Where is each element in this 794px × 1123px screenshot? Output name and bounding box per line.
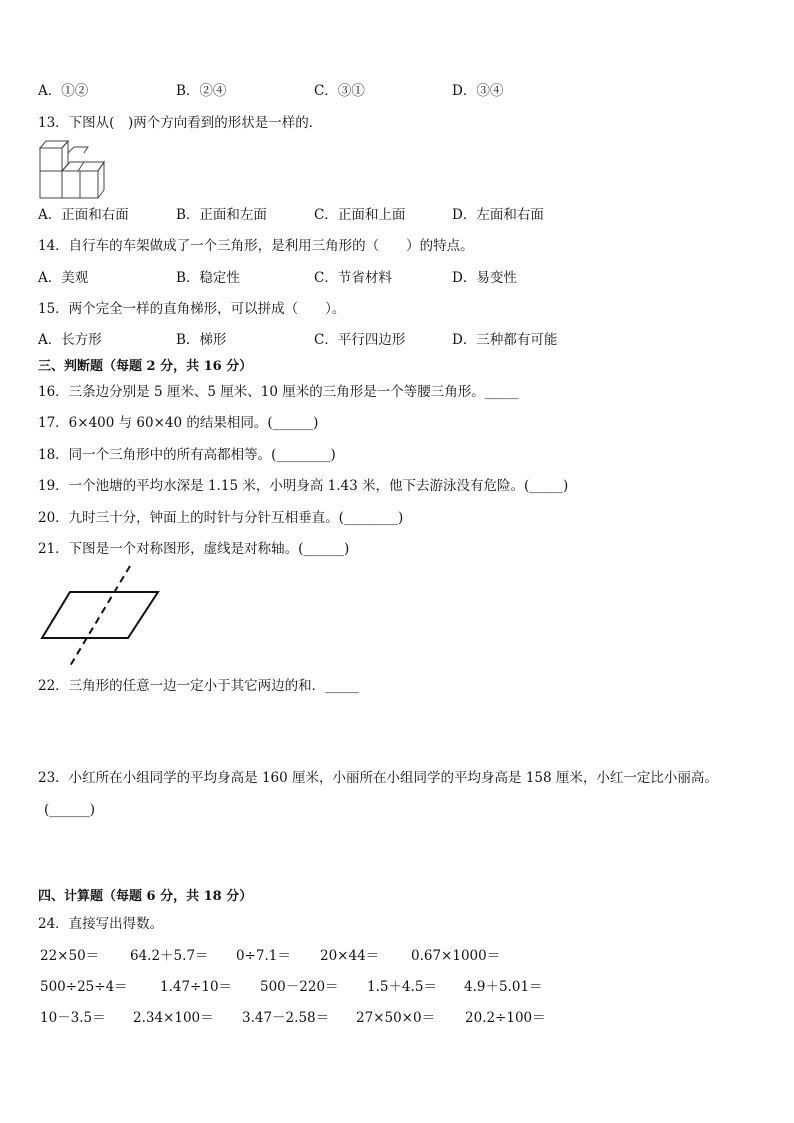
q12-option-b: B．②④ <box>176 83 227 99</box>
parallelogram-dashed-axis-figure <box>36 562 166 670</box>
calc-item: 3.47－2.58＝ <box>242 1010 330 1026</box>
section-4-title: 四、计算题（每题 6 分，共 18 分） <box>38 889 253 904</box>
calc-item: 0÷7.1＝ <box>236 948 291 964</box>
section-3-title: 三、判断题（每题 2 分，共 16 分） <box>38 359 253 374</box>
q13-option-c: C．正面和上面 <box>314 207 406 223</box>
q13-option-d: D．左面和右面 <box>452 207 544 223</box>
q12-option-c: C．③① <box>314 83 365 99</box>
q20-text: 20．九时三十分，钟面上的时针与分针互相垂直。(________) <box>38 510 404 526</box>
q15-option-a: A．长方形 <box>38 332 102 348</box>
q19-text: 19．一个池塘的平均水深是 1.15 米，小明身高 1.43 米，他下去游泳没有危险。(_____) <box>38 478 569 494</box>
cube-stack-figure <box>36 138 110 202</box>
q14-option-b: B．稳定性 <box>176 270 240 286</box>
calc-item: 20×44＝ <box>320 948 380 964</box>
q23-line2: (______) <box>44 802 96 818</box>
q15-option-b: B．梯形 <box>176 332 227 348</box>
q16-text: 16．三条边分别是 5 厘米、5 厘米、10 厘米的三角形是一个等腰三角形。_____ <box>38 384 519 400</box>
q23-line1: 23．小红所在小组同学的平均身高是 160 厘米，小丽所在小组同学的平均身高是 158 厘米，小红一定比小丽高。 <box>38 770 718 786</box>
calc-item: 10－3.5＝ <box>40 1010 106 1026</box>
calc-item: 500－220＝ <box>260 979 339 995</box>
calc-item: 27×50×0＝ <box>356 1010 436 1026</box>
q17-text: 17．6×400 与 60×40 的结果相同。(______) <box>38 415 319 431</box>
q14-stem: 14．自行车的车架做成了一个三角形，是利用三角形的（ ）的特点。 <box>38 238 474 254</box>
q14-option-d: D．易变性 <box>452 270 517 286</box>
q13-stem: 13．下图从( )两个方向看到的形状是一样的． <box>38 115 323 131</box>
q13-option-a: A．正面和右面 <box>38 207 129 223</box>
q21-stem: 21．下图是一个对称图形，虚线是对称轴。(______) <box>38 541 350 557</box>
q15-option-d: D．三种都有可能 <box>452 332 558 348</box>
calc-item: 4.9＋5.01＝ <box>464 979 543 995</box>
calc-item: 2.34×100＝ <box>133 1010 214 1026</box>
q12-option-d: D．③④ <box>452 83 504 99</box>
q12-option-a: A．①② <box>38 83 89 99</box>
q15-stem: 15．两个完全一样的直角梯形，可以拼成（ ）。 <box>38 301 346 317</box>
calc-item: 64.2＋5.7＝ <box>130 948 209 964</box>
q24-stem: 24．直接写出得数。 <box>38 916 164 932</box>
q15-option-c: C．平行四边形 <box>314 332 406 348</box>
q14-option-a: A．美观 <box>38 270 89 286</box>
q13-option-b: B．正面和左面 <box>176 207 267 223</box>
calc-item: 500÷25÷4＝ <box>40 979 128 995</box>
calc-item: 1.47÷10＝ <box>160 979 233 995</box>
calc-item: 0.67×1000＝ <box>411 948 501 964</box>
q18-text: 18．同一个三角形中的所有高都相等。(________) <box>38 447 336 463</box>
q14-option-c: C．节省材料 <box>314 270 392 286</box>
q22-text: 22．三角形的任意一边一定小于其它两边的和．_____ <box>38 678 359 694</box>
calc-item: 22×50＝ <box>40 948 100 964</box>
calc-item: 20.2÷100＝ <box>465 1010 546 1026</box>
calc-item: 1.5＋4.5＝ <box>367 979 437 995</box>
